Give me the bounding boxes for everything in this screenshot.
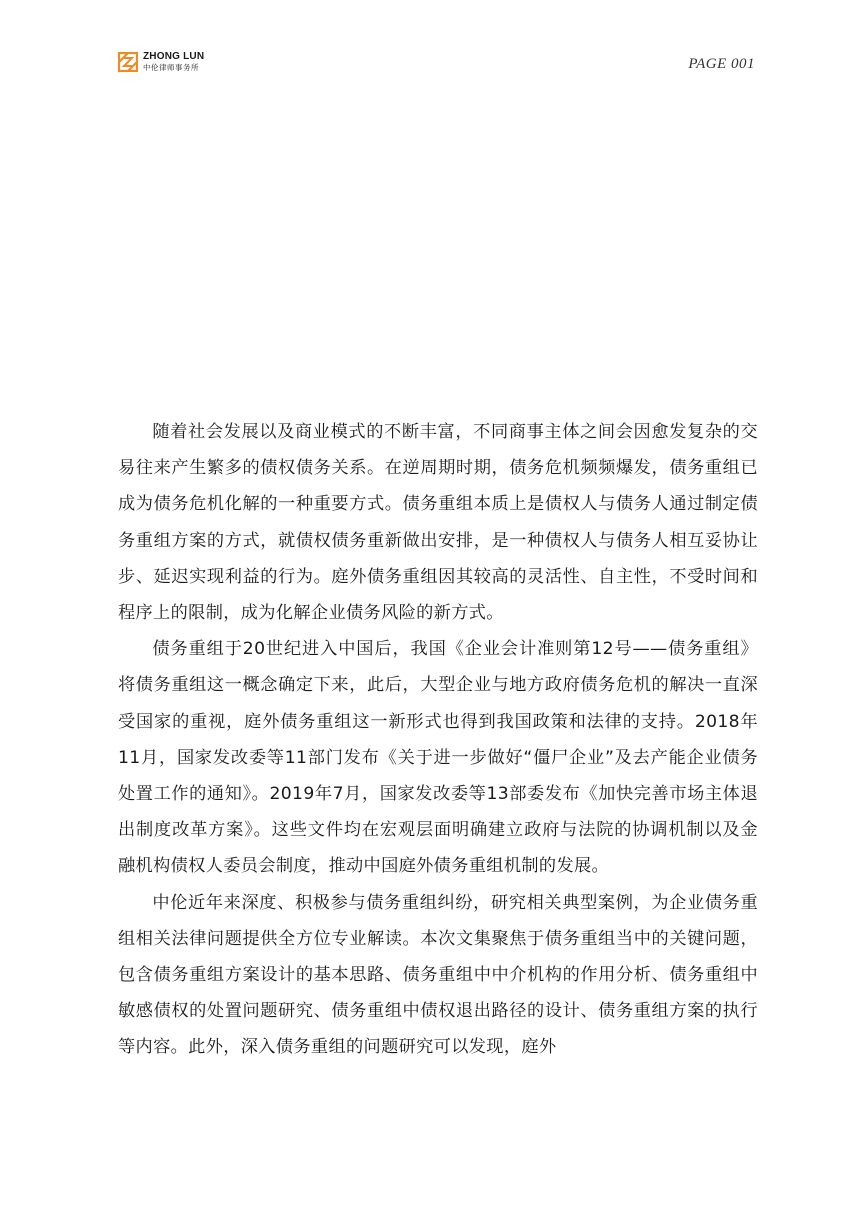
document-body <box>118 414 758 1066</box>
logo-english-name: ZHONG LUN <box>143 51 205 63</box>
page-header <box>118 52 758 80</box>
page-number: PAGE 001 <box>688 56 755 72</box>
logo-text <box>143 52 204 72</box>
paragraph: 中伦近年来深度、积极参与债务重组纠纷，研究相关典型案例，为企业债务重组相关法律问题提供全方位专业解读。本次文集聚焦于债务重组当中的关键问题，包含债务重组方案设计的基本思路、债务重组中中介机构的作用分析、债务重组中敏感债权的处置问题研究、债务重组中债权退出路径的设计、债务重组方案的执行等内容。此外，深入债务重组的问题研究可以发现，庭外 <box>118 892 758 1058</box>
paragraph: 债务重组于20世纪进入中国后，我国《企业会计准则第12号——债务重组》将债务重组这一概念确定下来，此后，大型企业与地方政府债务危机的解决一直深受国家的重视，庭外债务重组这一新形式也得到我国政策和法律的支持。2018年11月，国家发改委等11部门发布《关于进一步做好“僵尸企业”及去产能企业债务处置工作的通知》。2019年7月，国家发改委等13部委发布《加快完善市场主体退出制度改革方案》。这些文件均在宏观层面明确建立政府与法院的协调机制以及金融机构债权人委员会制度，推动中国庭外债务重组机制的发展。 <box>118 639 758 877</box>
zhonglun-logo <box>118 52 204 72</box>
zhonglun-logo-mark-icon <box>118 52 138 72</box>
paragraph: 随着社会发展以及商业模式的不断丰富，不同商事主体之间会因愈发复杂的交易往来产生繁多的债权债务关系。在逆周期时期，债务危机频频爆发，债务重组已成为债务危机化解的一种重要方式。债务重组本质上是债权人与债务人通过制定债务重组方案的方式，就债权债务重新做出安排，是一种债权人与债务人相互妥协让步、延迟实现利益的行为。庭外债务重组因其较高的灵活性、自主性，不受时间和程序上的限制，成为化解企业债务风险的新方式。 <box>118 422 758 624</box>
logo-chinese-name: 中伦律师事务所 <box>143 63 199 73</box>
